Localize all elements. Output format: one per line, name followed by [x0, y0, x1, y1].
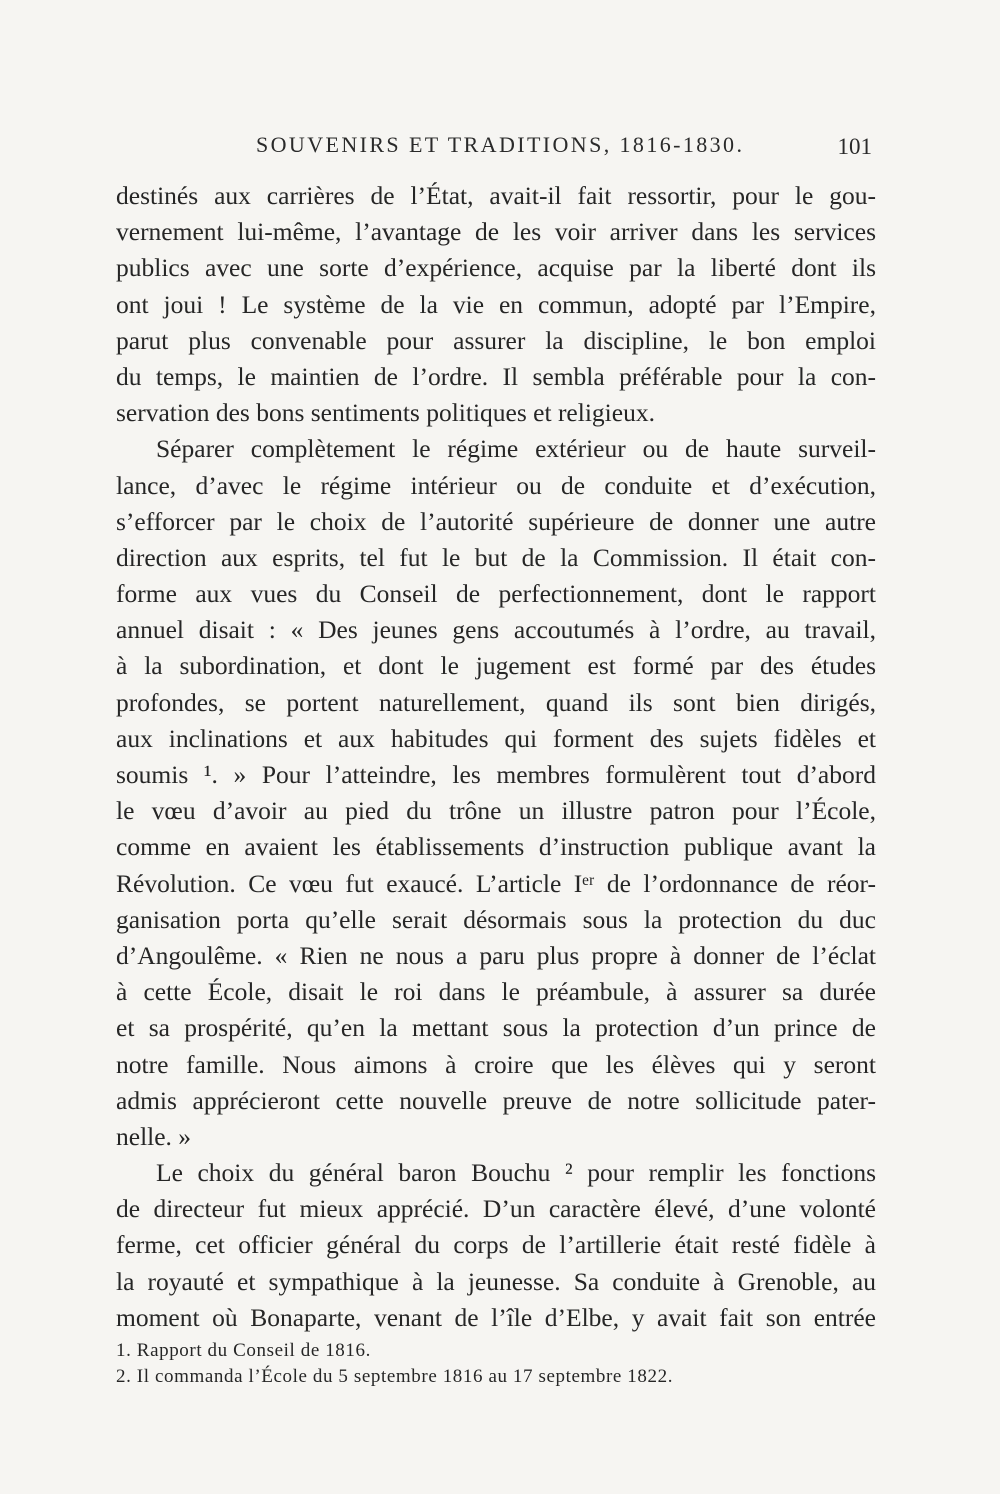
text-line: admis apprécieront cette nouvelle preuve de notre sollicitude pater-: [116, 1085, 876, 1115]
text-line: d’Angoulême. « Rien ne nous a paru plus propre à donner de l’éclat: [116, 940, 876, 970]
text-line: de directeur fut mieux apprécié. D’un caractère élevé, d’une volonté: [116, 1194, 876, 1224]
text-line: ferme, cet officier général du corps de l’artillerie était resté fidèle à: [116, 1230, 876, 1260]
text-line: ont joui ! Le système de la vie en commun, adopté par l’Empire,: [116, 289, 876, 319]
text-line: Séparer complètement le régime extérieur ou de haute surveil-: [156, 434, 876, 464]
paragraph-2: [116, 431, 876, 1155]
text-line: notre famille. Nous aimons à croire que les élèves qui y seront: [116, 1049, 876, 1079]
text-line: s’efforcer par le choix de l’autorité supérieure de donner une autre: [116, 506, 876, 536]
paragraph-1: [116, 178, 876, 431]
text-line: moment où Bonaparte, venant de l’île d’Elbe, y avait fait son entrée: [116, 1302, 876, 1332]
text-line: comme en avaient les établissements d’instruction publique avant la: [116, 832, 876, 862]
text-line: la royauté et sympathique à la jeunesse. Sa conduite à Grenoble, au: [116, 1266, 876, 1296]
text-line: aux inclinations et aux habitudes qui forment des sujets fidèles et: [116, 723, 876, 753]
text-line: le vœu d’avoir au pied du trône un illustre patron pour l’École,: [116, 796, 876, 826]
text-line: nelle. »: [116, 1121, 192, 1151]
paragraph-3: [116, 1155, 876, 1336]
text-line: et sa prospérité, qu’en la mettant sous la protection d’un prince de: [116, 1013, 876, 1043]
text-line: à la subordination, et dont le jugement est formé par des études: [116, 651, 876, 681]
page-number: 101: [837, 134, 872, 159]
text-line: direction aux esprits, tel fut le but de la Commission. Il était con-: [116, 542, 876, 572]
running-head: SOUVENIRS ET TRADITIONS, 1816-1830.: [256, 132, 745, 157]
text-line: profondes, se portent naturellement, quand ils sont bien dirigés,: [116, 687, 876, 717]
text-line: lance, d’avec le régime intérieur ou de conduite et d’exécution,: [116, 470, 876, 500]
body-text: [116, 178, 876, 1336]
text-line: ganisation porta qu’elle serait désormais sous la protection du duc: [116, 904, 876, 934]
text-line: vernement lui-même, l’avantage de les voir arriver dans les services: [116, 217, 876, 247]
text-line: forme aux vues du Conseil de perfectionnement, dont le rapport: [116, 579, 876, 609]
text-line: annuel disait : « Des jeunes gens accoutumés à l’ordre, au travail,: [116, 615, 876, 645]
text-line: publics avec une sorte d’expérience, acquise par la liberté dont ils: [116, 253, 876, 283]
text-line: du temps, le maintien de l’ordre. Il sembla préférable pour la con-: [116, 361, 876, 391]
text-line: Révolution. Ce vœu fut exaucé. L’article Iᵉʳ de l’ordonnance de réor-: [116, 868, 876, 898]
text-line: à cette École, disait le roi dans le préambule, à assurer sa durée: [116, 977, 876, 1007]
text-line: soumis ¹. » Pour l’atteindre, les membres formulèrent tout d’abord: [116, 760, 876, 789]
footnotes: [116, 1338, 876, 1390]
page-header: [118, 130, 878, 166]
text-line: Le choix du général baron Bouchu ² pour remplir les fonctions: [156, 1158, 876, 1188]
footnote-2: 2. Il commanda l’École du 5 septembre 1816 au 17 septembre 1822.: [116, 1366, 674, 1387]
text-line: destinés aux carrières de l’État, avait-il fait ressortir, pour le gou-: [116, 181, 876, 210]
text-line: servation des bons sentiments politiques et religieux.: [116, 398, 655, 428]
text-line: parut plus convenable pour assurer la discipline, le bon emploi: [116, 325, 876, 355]
footnote-1: 1. Rapport du Conseil de 1816.: [116, 1340, 371, 1361]
